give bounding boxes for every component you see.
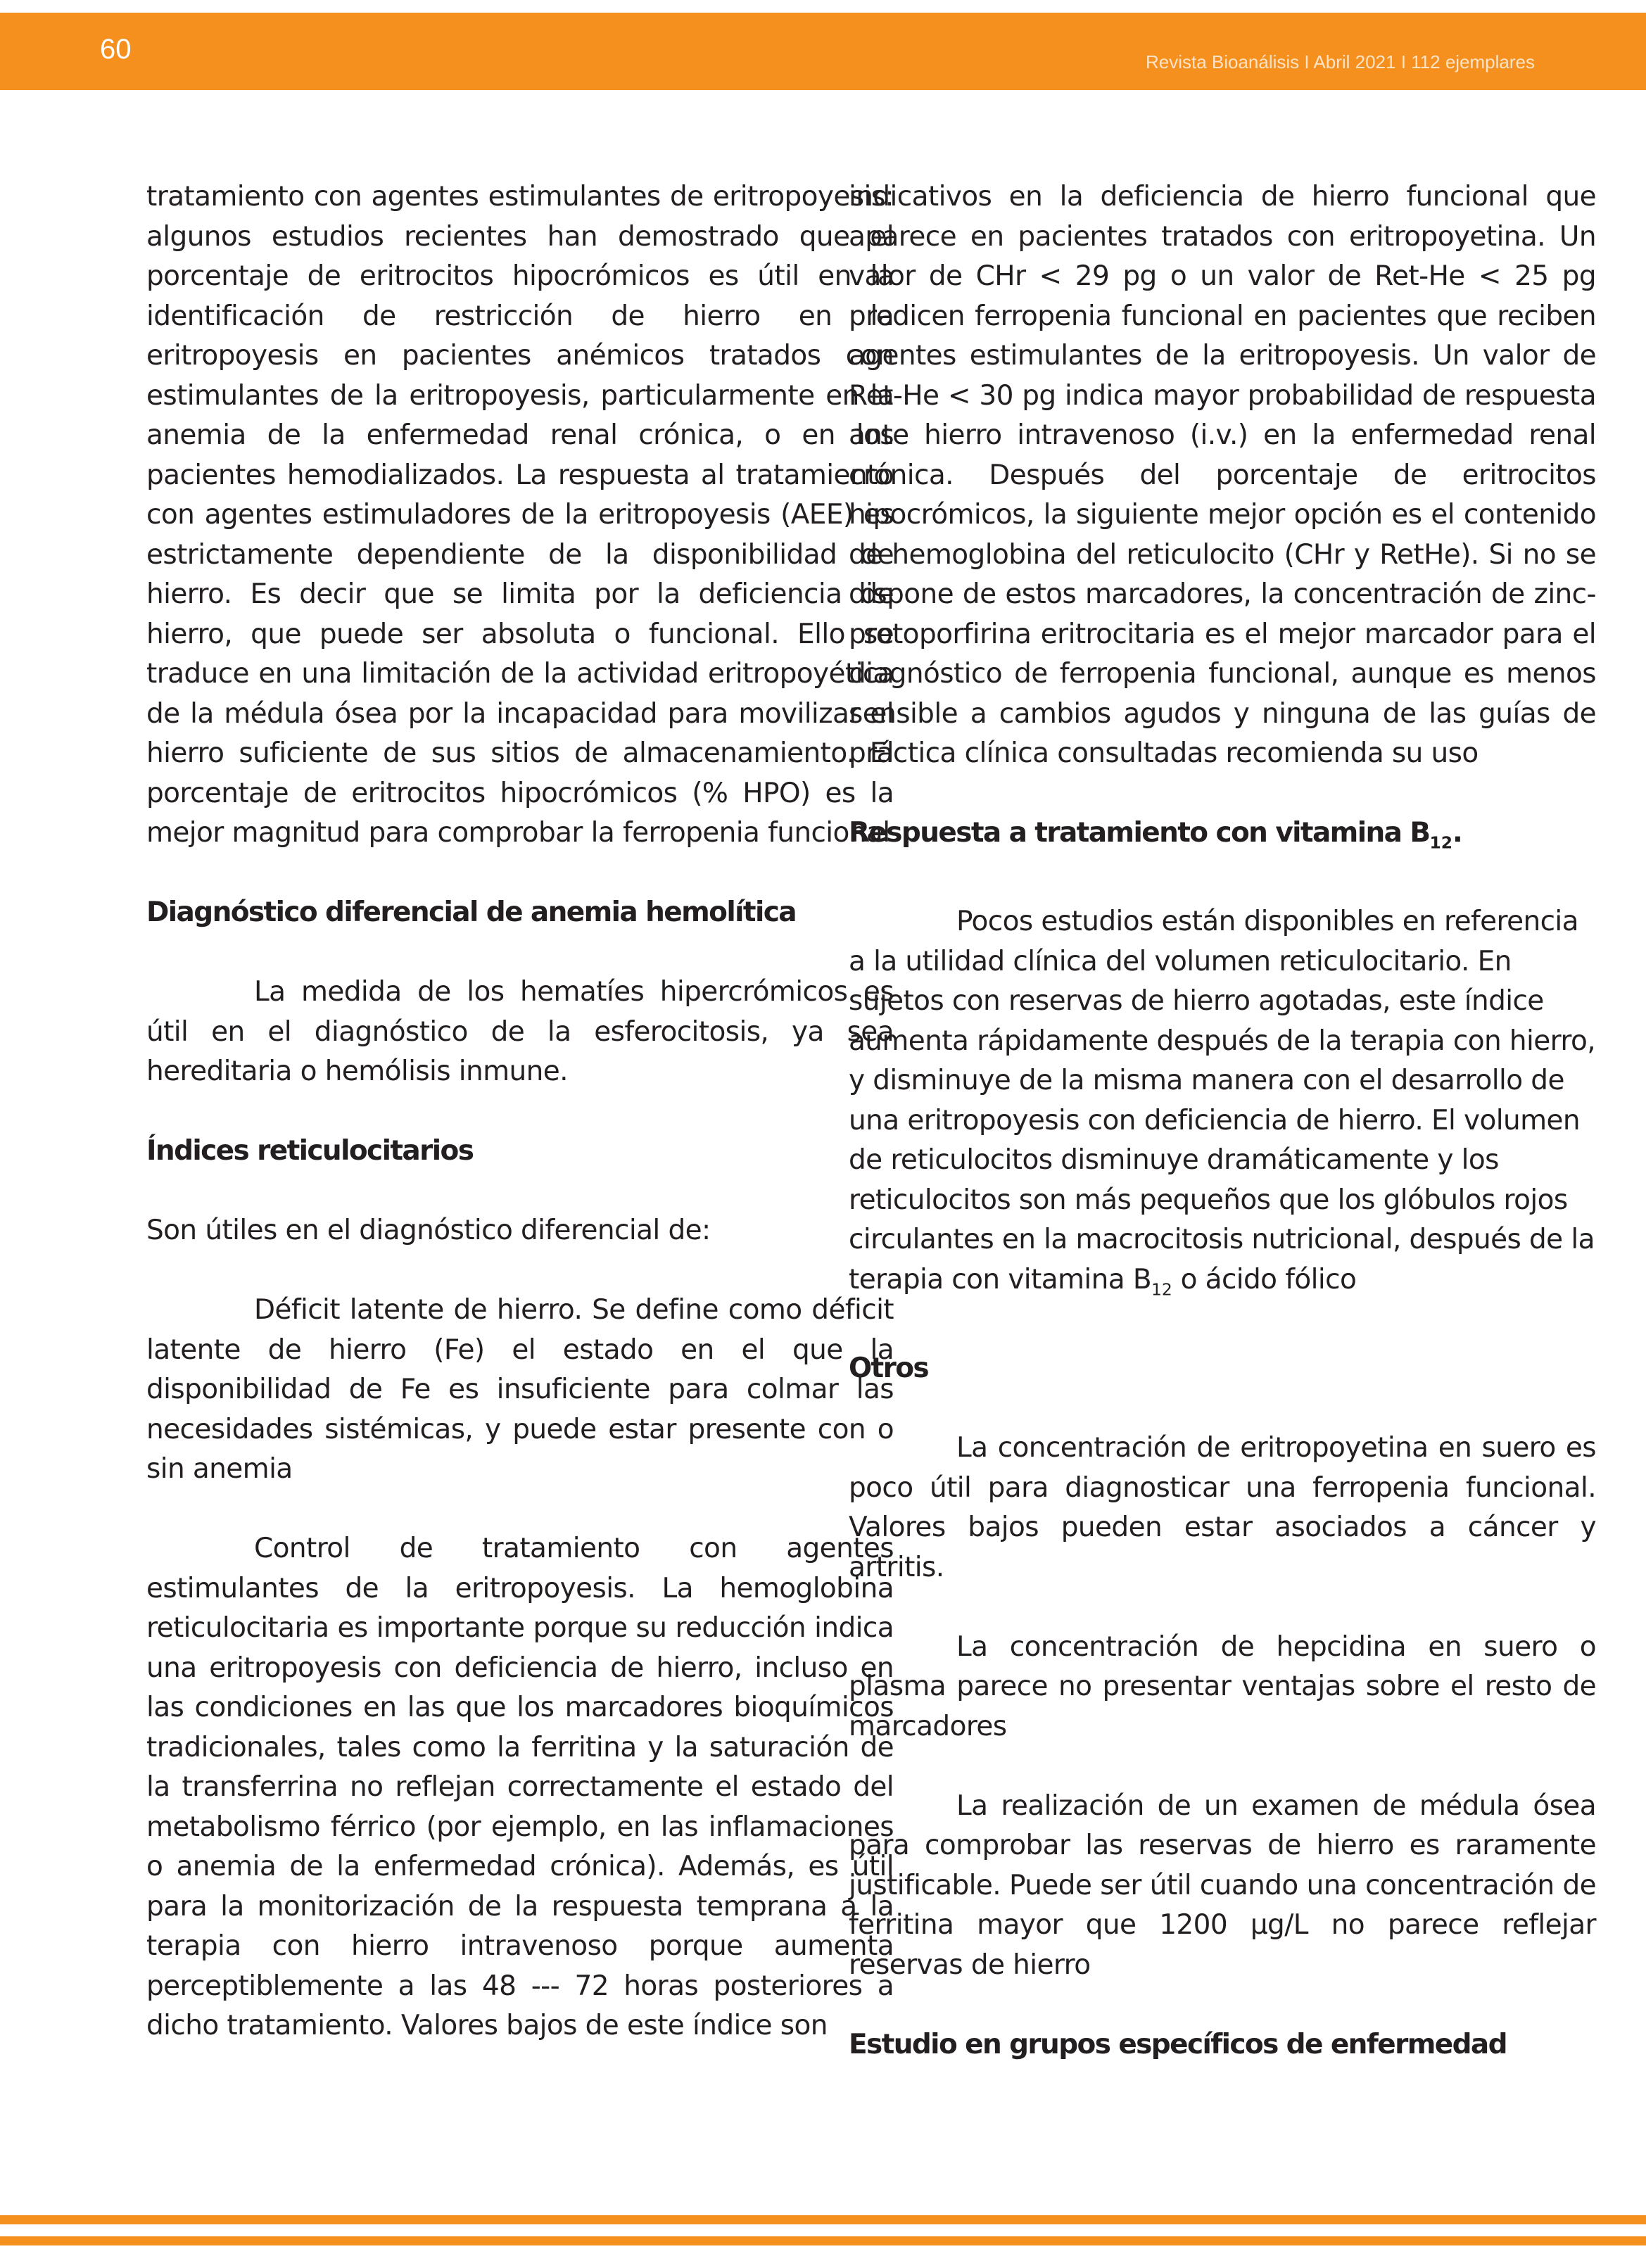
section-heading: Estudio en grupos específicos de enfermedad	[849, 2028, 1507, 2060]
paragraph: tratamiento con agentes estimulantes de eritropoyesis: algunos estudios recientes han demostrado que el porcentaje de eritrocitos hipocrómicos es útil en la identificación de restricción de hierro en la eritropoyesis en pacientes anémicos tratados con estimulantes de la eritropoyesis, particularmente en la anemia de la enfermedad renal crónica, o en los pacientes hemodializados. La respuesta al tratamiento con agentes estimuladores de la eritropoyesis (AEE) es estrictamente dependiente de la disponibilidad de hierro. Es decir que se limita por la deficiencia de hierro, que puede ser absoluta o funcional. Ello se traduce en una limitación de la actividad eritropoyética de la médula ósea por la incapacidad para movilizar el hierro suficiente de sus sitios de almacenamiento. El porcentaje de eritrocitos hipocrómicos (% HPO) es la mejor magnitud para comprobar la ferropenia funcional	[146, 181, 894, 849]
page-number: 60	[100, 34, 132, 65]
paragraph: indicativos en la deficiencia de hierro funcional que aparece en pacientes tratados con eritropoyetina. Un valor de CHr < 29 pg o un valor de Ret-He < 25 pg predicen ferropenia funcional en pacientes que reciben agentes estimulantes de la eritropoyesis. Un valor de Ret-He < 30 pg indica mayor probabilidad de respuesta ante hierro intravenoso (i.v.) en la enfermedad renal crónica. Después del porcentaje de eritrocitos hipocrómicos, la siguiente mejor opción es el contenido de hemoglobina del reticulocito (CHr y RetHe). Si no se dispone de estos marcadores, la concentración de zinc-protoporfirina eritrocitaria es el mejor marcador para el diagnóstico de ferropenia funcional, aunque es menos sensible a cambios agudos y ninguna de las guías de práctica clínica consultadas recomienda su uso	[849, 181, 1596, 769]
paragraph-end: o ácido fólico	[1172, 1263, 1357, 1295]
paragraph: Control de tratamiento con agentes estimulantes de la eritropoyesis. La hemoglobina reticulocitaria es importante porque su reducción indica una eritropoyesis con deficiencia de hierro, incluso en las condiciones en las que los marcadores bioquímicos tradicionales, tales como la ferritina y la saturación de la transferrina no reflejan correctamente el estado del metabolismo férrico (por ejemplo, en las inflamaciones o anemia de la enfermedad crónica). Además, es útil para la monitorización de la respuesta temprana a la terapia con hierro intravenoso porque aumenta perceptiblemente a las 48 --- 72 horas posteriores a dicho tratamiento. Valores bajos de este índice son	[146, 1533, 894, 2041]
paragraph: La medida de los hematíes hipercrómicos es útil en el diagnóstico de la esferocitosis, ya sea hereditaria o hemólisis inmune.	[146, 976, 894, 1087]
section-heading: Diagnóstico diferencial de anemia hemolítica	[146, 897, 796, 928]
subscript: 12	[1429, 832, 1453, 853]
right-column	[849, 177, 1596, 2065]
section-heading: Índices reticulocitarios	[146, 1135, 474, 1167]
footer-rule	[0, 2236, 1646, 2245]
paragraph: La realización de un examen de médula ósea para comprobar las reservas de hierro es raramente justificable. Puede ser útil cuando una concentración de ferritina mayor que 1200 µg/L no parece reflejar reservas de hierro	[849, 1789, 1596, 1981]
section-heading: Otros	[849, 1352, 929, 1385]
heading-text: Respuesta a tratamiento con vitamina B	[849, 817, 1430, 849]
paragraph-b12	[849, 902, 1596, 1309]
paragraph-text: Pocos estudios están disponibles en referencia a la utilidad clínica del volumen reticulocitario. En sujetos con reservas de hierro agotadas, este índice aumenta rápidamente después de la terapia con hierro, y disminuye de la misma manera con el desarrollo de una eritropoyesis con deficiencia de hierro. El volumen de reticulocitos disminuye dramáticamente y los reticulocitos son más pequeños que los glóbulos rojos circulantes en la macrocitosis nutricional, después de la terapia con vitamina B	[849, 906, 1596, 1295]
subscript: 12	[1151, 1279, 1172, 1300]
paragraph: La concentración de eritropoyetina en suero es poco útil para diagnosticar una ferropenia funcional. Valores bajos pueden estar asociados a cáncer y artritis.	[849, 1432, 1596, 1583]
paragraph: Déficit latente de hierro. Se define como déficit latente de hierro (Fe) el estado en el que la disponibilidad de Fe es insuficiente para colmar las necesidades sistémicas, y puede estar presente con o sin anemia	[146, 1294, 894, 1485]
paragraph: Son útiles en el diagnóstico diferencial de:	[146, 1215, 711, 1246]
footer-rule	[0, 2215, 1646, 2224]
paragraph: La concentración de hepcidina en suero o plasma parece no presentar ventajas sobre el resto de marcadores	[849, 1630, 1596, 1742]
section-heading-b12	[849, 813, 1596, 863]
journal-info: Revista Bioanálisis I Abril 2021 I 112 ejemplares	[1145, 51, 1535, 72]
left-column	[146, 177, 894, 2046]
heading-end: .	[1452, 817, 1462, 849]
header-bar	[0, 13, 1646, 90]
